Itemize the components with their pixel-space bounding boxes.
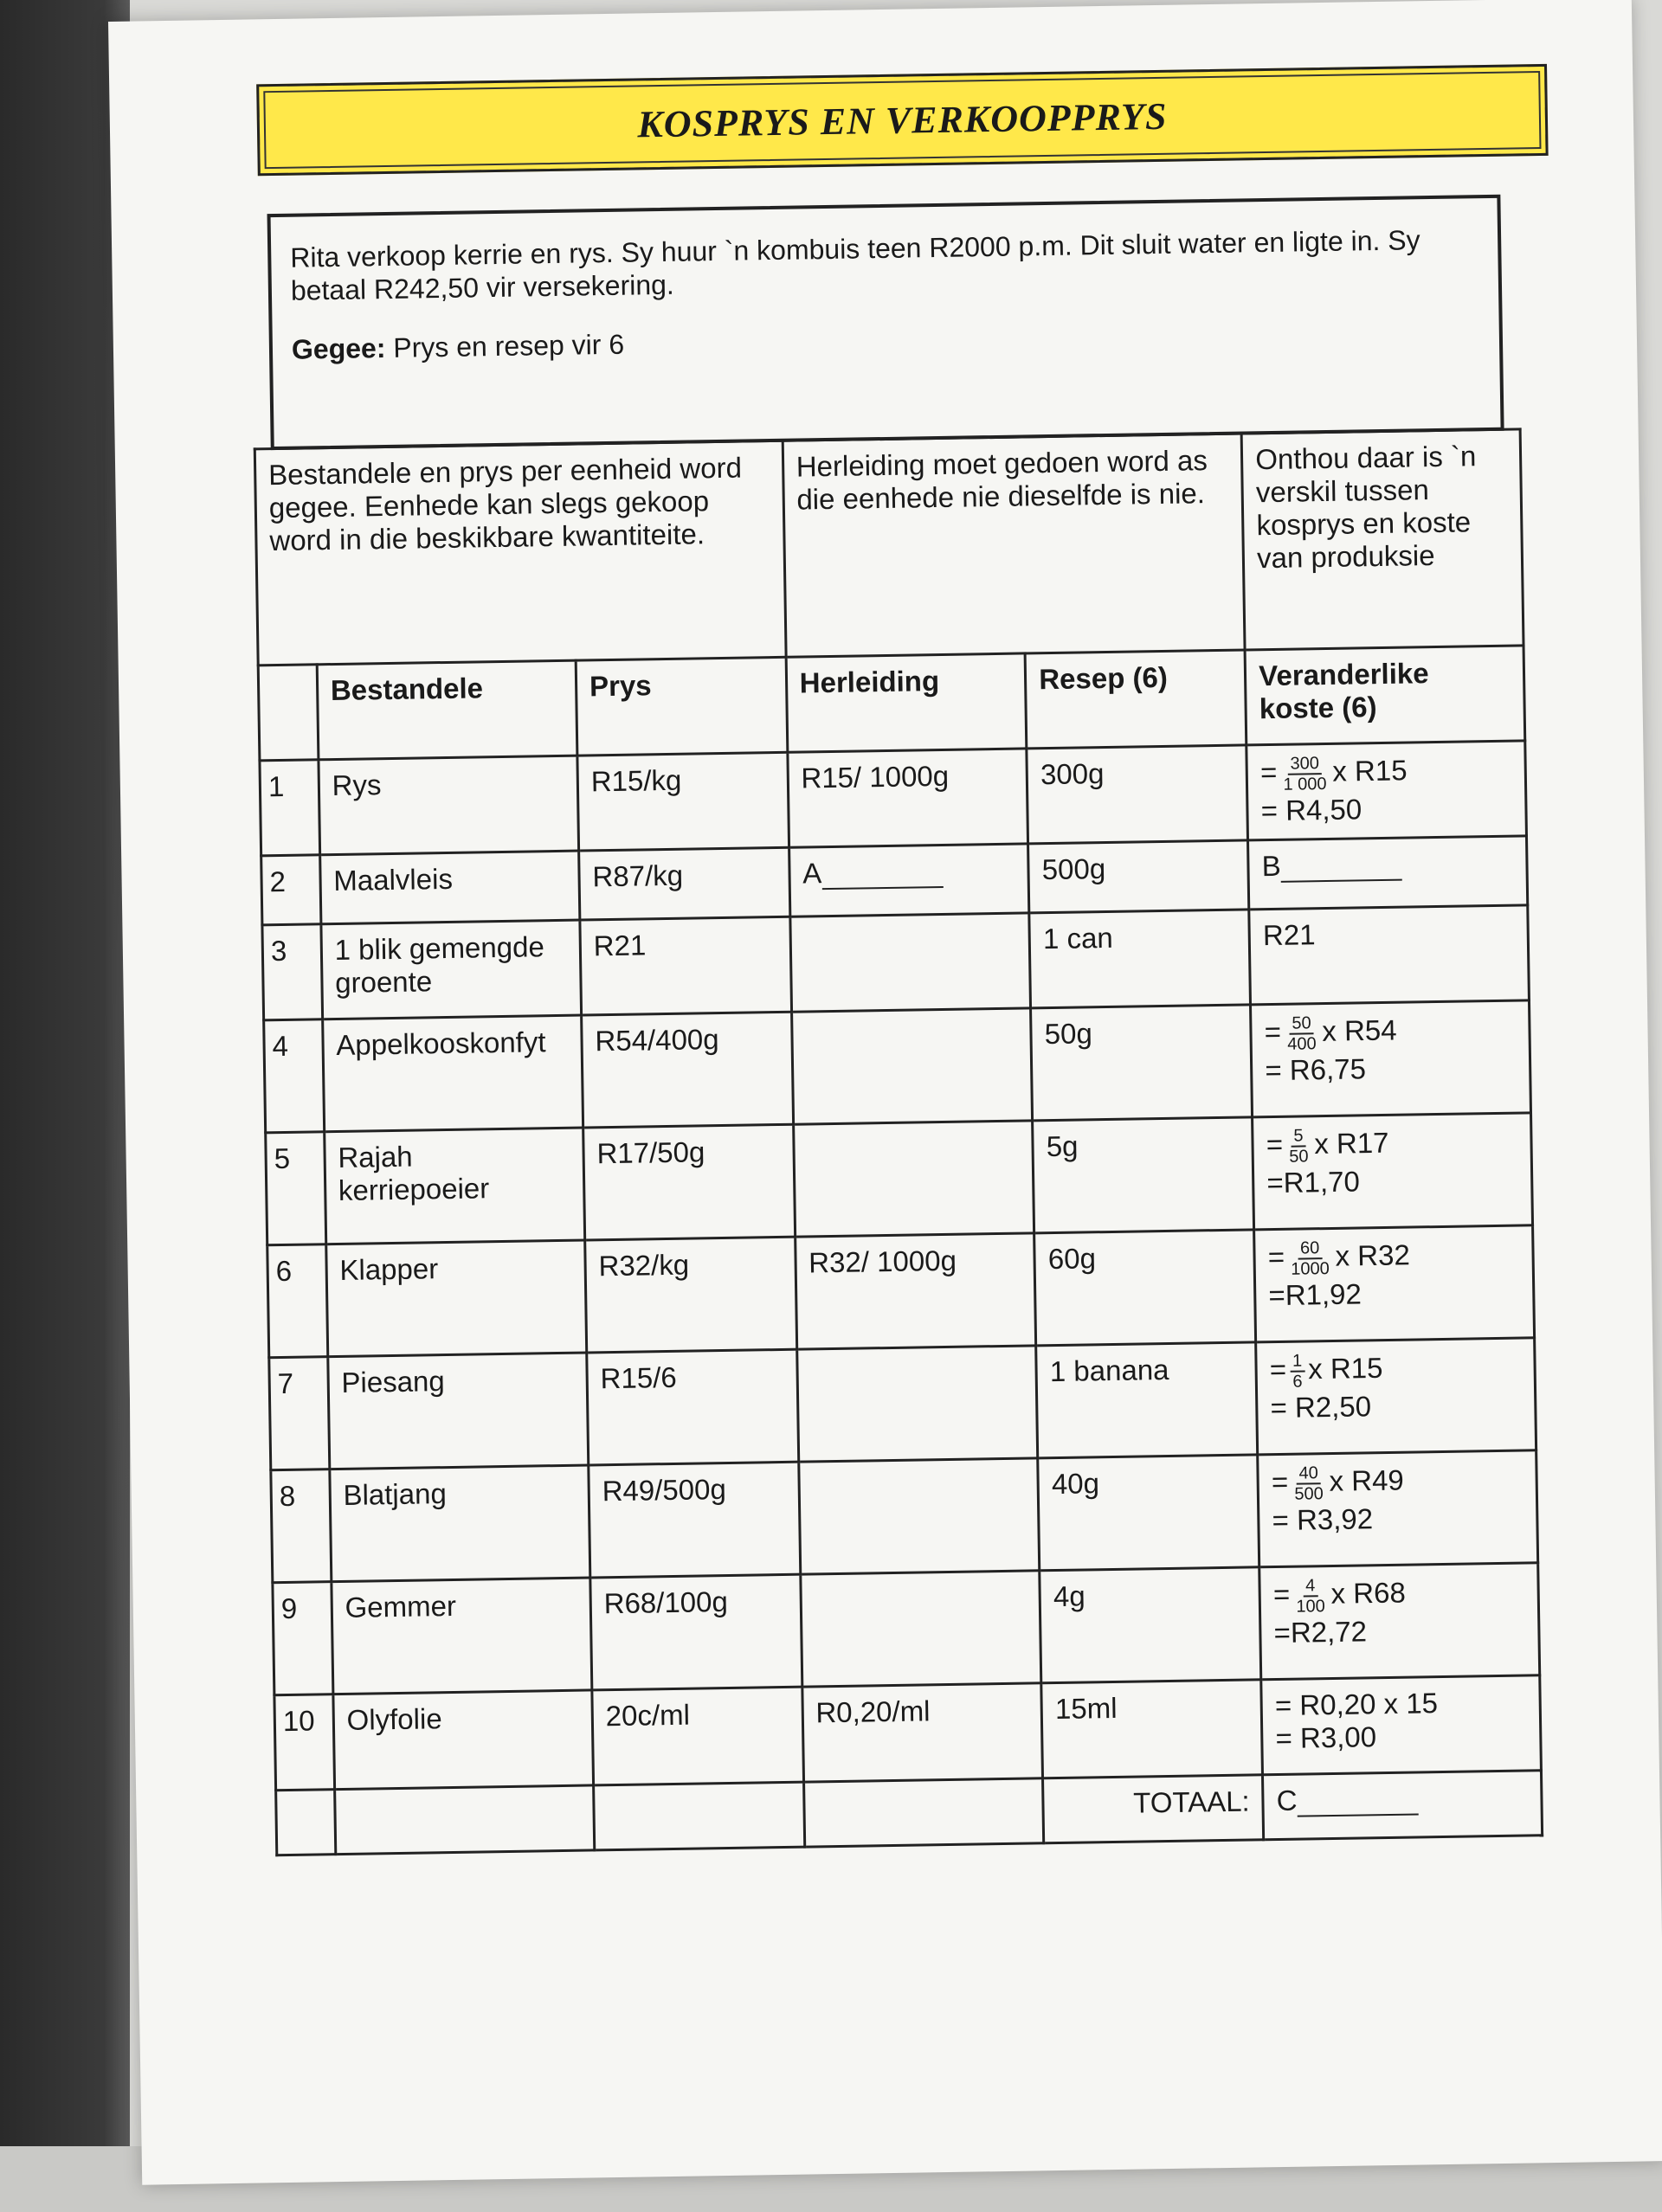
fraction (1290, 1351, 1305, 1391)
ingredient-price: R68/100g (590, 1574, 802, 1690)
table-row (267, 1225, 1535, 1358)
fraction (1280, 754, 1330, 794)
table-row (264, 1000, 1531, 1133)
worksheet-page (108, 0, 1662, 2185)
variable-cost: = $\frac{40}{500}$ x R49 = R3,92 (1258, 1450, 1538, 1567)
table-row (273, 1563, 1540, 1695)
fraction-denominator: 1 000 (1283, 775, 1327, 794)
row-number: 3 (262, 924, 322, 1020)
cost-result: = R2,50 (1270, 1390, 1372, 1424)
multiplier: x R68 (1330, 1576, 1407, 1610)
fraction-numerator: 1 (1290, 1351, 1304, 1372)
given-label: Gegee: (291, 332, 386, 365)
conversion-value: R32/ 1000g (795, 1233, 1036, 1349)
ingredient-price: R87/kg (579, 847, 790, 920)
given-text: Prys en resep vir 6 (385, 328, 625, 364)
variable-cost (1261, 1675, 1541, 1775)
variable-cost: = $\frac{60}{1000}$ x R32 =R1,92 (1254, 1225, 1535, 1342)
fraction (1286, 1126, 1311, 1166)
conversion-value (800, 1571, 1041, 1687)
answer-blank-b (1281, 853, 1402, 883)
recipe-amount: 50g (1031, 1005, 1253, 1121)
fraction-denominator: 50 (1289, 1147, 1309, 1167)
row-number: 7 (269, 1357, 330, 1470)
row-number: 5 (266, 1132, 326, 1245)
fraction-numerator: 300 (1287, 754, 1322, 775)
empty-cell (803, 1778, 1044, 1847)
conversion-value (789, 913, 1030, 1012)
recipe-amount: 4g (1040, 1567, 1261, 1683)
variable-cost: = $\frac{1}{6}$ x R15 = R2,50 (1256, 1338, 1536, 1455)
row-number: 9 (273, 1582, 333, 1695)
row-number: 8 (271, 1469, 332, 1583)
note-ingredients: Bestandele en prys per eenheid word gegee. Eenhede kan slegs gekoop word in die beskikbare kwantiteite. (254, 440, 785, 666)
conversion-value: R0,20/ml (802, 1683, 1042, 1782)
title-banner (256, 64, 1548, 176)
answer-blank-c (1297, 1787, 1418, 1817)
multiplier: x R15 (1307, 1351, 1383, 1386)
fraction-denominator: 400 (1287, 1034, 1317, 1054)
recipe-amount: 1 can (1029, 910, 1251, 1008)
total-value (1263, 1771, 1543, 1840)
note-cost: Onthou daar is `n verskil tussen kosprys en koste van produksie (1241, 429, 1524, 650)
fraction-denominator: 100 (1296, 1597, 1325, 1617)
ingredient-price: R32/kg (585, 1237, 797, 1353)
cost-result: =R2,72 (1273, 1615, 1368, 1649)
table-row (269, 1338, 1536, 1470)
ingredient-name: Blatjang (330, 1465, 590, 1582)
page-title: KOSPRYS EN VERKOOPPRYS (637, 94, 1168, 145)
header-ingredients: Bestandele (317, 660, 577, 760)
recipe-amount: 300g (1027, 745, 1248, 844)
ingredient-name: Rys (319, 756, 579, 855)
conversion-value (791, 1008, 1033, 1124)
variable-cost: R21 (1249, 905, 1529, 1005)
ingredient-price: R21 (580, 916, 791, 1015)
recipe-amount: 40g (1038, 1455, 1259, 1571)
conversion-value (789, 844, 1029, 916)
fraction-denominator: 6 (1292, 1372, 1303, 1392)
ingredient-name: Rajah kerriepoeier (324, 1128, 584, 1244)
fraction-numerator: 60 (1298, 1238, 1323, 1259)
multiplier: x R15 (1332, 754, 1408, 788)
header-recipe: Resep (6) (1025, 650, 1246, 749)
intro-text: Rita verkoop kerrie en rys. Sy huur `n kombuis teen R2000 p.m. Dit sluit water en ligte in. Sy betaal R242,50 vir versekering. (290, 224, 1420, 306)
table-row (266, 1113, 1533, 1245)
variable-cost (1248, 836, 1528, 910)
blank-label-a: A (802, 857, 822, 890)
ingredient-name: Olyfolie (333, 1690, 594, 1790)
variable-cost: = $\frac{4}{100}$ x R68 =R2,72 (1259, 1563, 1540, 1680)
notes-row (254, 429, 1524, 666)
conversion-value (796, 1346, 1038, 1462)
conversion-value (798, 1458, 1040, 1574)
empty-cell (334, 1785, 594, 1855)
ingredient-name: Appelkooskonfyt (322, 1015, 583, 1132)
row-number: 10 (274, 1694, 334, 1791)
note-conversion: Herleiding moet gedoen word as die eenhede nie dieselfde is nie. (783, 434, 1245, 657)
recipe-amount: 15ml (1041, 1680, 1263, 1778)
row-number: 4 (264, 1019, 325, 1133)
given-line (292, 314, 1480, 366)
blank-label-b: B (1261, 849, 1282, 883)
fraction-numerator: 40 (1296, 1463, 1321, 1484)
empty-cell (276, 1790, 336, 1855)
blank-label-c: C (1276, 1784, 1298, 1817)
multiplier: x R49 (1329, 1463, 1405, 1497)
ingredient-price: R54/400g (582, 1012, 794, 1128)
cost-calculation: = R0,20 x 15 (1274, 1687, 1439, 1722)
table-row (271, 1450, 1538, 1583)
cost-result: =R1,92 (1268, 1277, 1362, 1312)
fraction-denominator: 500 (1294, 1484, 1324, 1504)
row-number: 2 (261, 855, 321, 925)
ingredient-name: Gemmer (332, 1578, 592, 1694)
cost-result: = R4,50 (1260, 793, 1362, 827)
fraction (1292, 1463, 1326, 1504)
fraction-numerator: 4 (1303, 1576, 1317, 1597)
ingredient-price: R49/500g (589, 1462, 801, 1578)
cost-result: = R3,00 (1275, 1720, 1377, 1755)
ingredient-price: 20c/ml (592, 1687, 803, 1785)
cost-result: =R1,70 (1266, 1165, 1361, 1199)
ingredient-name: Piesang (327, 1353, 588, 1469)
fraction-numerator: 50 (1289, 1013, 1314, 1034)
conversion-value: R15/ 1000g (787, 749, 1027, 847)
answer-blank-a (821, 860, 943, 890)
header-price: Prys (576, 657, 787, 756)
empty-cell (593, 1782, 804, 1850)
recipe-amount: 5g (1033, 1117, 1254, 1233)
row-number: 6 (267, 1244, 328, 1358)
fraction (1288, 1238, 1332, 1279)
recipe-amount: 500g (1028, 840, 1249, 913)
cost-result: = R6,75 (1265, 1052, 1367, 1087)
fraction-numerator: 5 (1291, 1126, 1305, 1147)
ingredient-price: R17/50g (583, 1124, 796, 1240)
background-dark-surface (0, 0, 130, 2212)
cost-result: = R3,92 (1272, 1502, 1374, 1537)
ingredient-price: R15/6 (587, 1349, 799, 1465)
header-variable-cost: Veranderlike koste (6) (1245, 646, 1524, 745)
row-number: 1 (260, 760, 319, 856)
fraction (1285, 1013, 1319, 1054)
multiplier: x R32 (1335, 1238, 1411, 1272)
multiplier: x R54 (1322, 1013, 1397, 1047)
header-conversion: Herleiding (786, 653, 1027, 752)
ingredient-name: Maalvleis (319, 851, 579, 924)
ingredient-name: Klapper (325, 1240, 586, 1357)
total-label: TOTAAL: (1043, 1775, 1264, 1843)
fraction (1293, 1576, 1328, 1617)
header-number (258, 665, 318, 761)
cost-table (254, 428, 1543, 1856)
variable-cost: = $\frac{50}{400}$ x R54 = R6,75 (1251, 1000, 1531, 1117)
recipe-amount: 60g (1034, 1230, 1256, 1346)
ingredient-price: R15/kg (577, 752, 789, 851)
conversion-value (793, 1121, 1034, 1237)
recipe-amount: 1 banana (1036, 1342, 1258, 1458)
ingredient-name: 1 blik gemengde groente (321, 920, 582, 1019)
multiplier: x R17 (1313, 1126, 1389, 1160)
variable-cost: = $\frac{5}{50}$ x R17 =R1,70 (1253, 1113, 1533, 1230)
fraction-denominator: 1000 (1291, 1259, 1330, 1279)
intro-box (267, 195, 1504, 450)
variable-cost: = $\frac{300}{1 000}$ x R15 = R4,50 (1246, 741, 1526, 840)
